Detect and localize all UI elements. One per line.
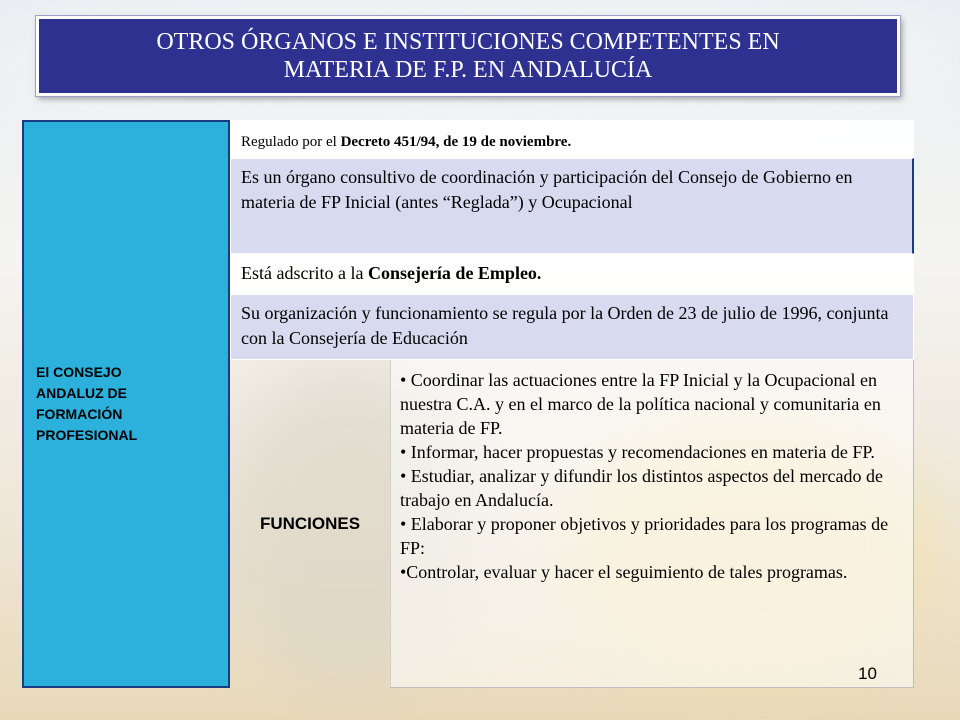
function-item: • Informar, hacer propuestas y recomendaciones en materia de FP. — [400, 442, 875, 462]
function-item: • Coordinar las actuaciones entre la FP Inicial y la Ocupacional en nuestra C.A. y en el marco de la política nacional y comunitaria en materia de FP. — [400, 370, 881, 438]
row-definition — [230, 158, 914, 254]
council-name-line-4: PROFESIONAL — [36, 427, 138, 443]
definition-text: Es un órgano consultivo de coordinación y participación del Consejo de Gobierno en materia de FP Inicial (antes “Reglada”) y Ocupacional — [241, 167, 853, 212]
functions-label-cell — [230, 360, 391, 688]
functions-label: FUNCIONES — [259, 514, 361, 533]
attachment-prefix: Está adscrito a la — [241, 263, 368, 283]
organization-text: Su organización y funcionamiento se regula por la Orden de 23 de julio de 1996, conjunta con la Consejería de Educación — [241, 303, 889, 348]
function-item: •Controlar, evaluar y hacer el seguimiento de tales programas. — [400, 562, 848, 582]
council-name-line-1: El CONSEJO — [36, 364, 122, 380]
function-item: • Elaborar y proponer objetivos y prioridades para los programas de FP: — [400, 514, 889, 558]
row-organization — [230, 294, 914, 360]
attachment-ministry: Consejería de Empleo. — [367, 263, 542, 283]
title-line-2: MATERIA DE F.P. EN ANDALUCÍA — [283, 57, 653, 83]
function-item: • Estudiar, analizar y difundir los distintos aspectos del mercado de trabajo en Andalucía. — [400, 466, 883, 510]
functions-list — [390, 360, 914, 688]
council-name-line-2: ANDALUZ DE — [36, 385, 127, 401]
row-attachment — [230, 254, 914, 294]
title-line-1: OTROS ÓRGANOS E INSTITUCIONES COMPETENTES EN — [156, 29, 780, 55]
slide-title — [36, 16, 900, 96]
regulation-prefix: Regulado por el — [241, 134, 341, 150]
regulation-decree: Decreto 451/94, de 19 de noviembre. — [340, 134, 572, 150]
council-name-cell — [22, 120, 230, 688]
row-regulation — [230, 120, 914, 158]
page-number: 10 — [858, 664, 877, 683]
council-name-line-3: FORMACIÓN — [36, 406, 123, 422]
